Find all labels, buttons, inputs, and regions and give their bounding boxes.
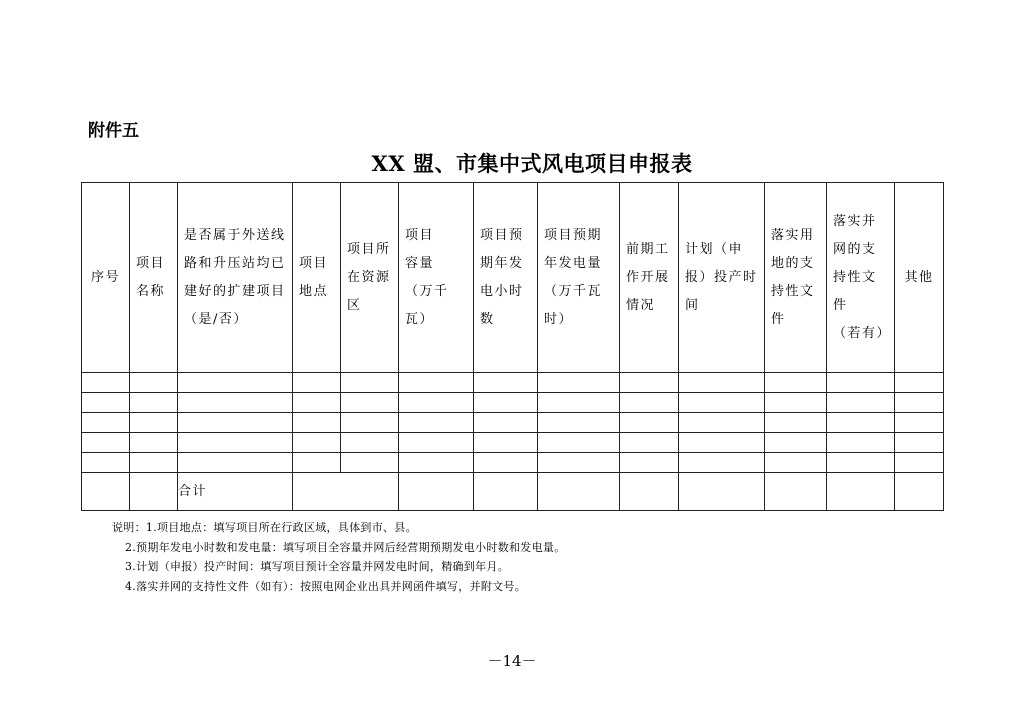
table-cell	[130, 373, 178, 393]
table-cell	[293, 473, 341, 511]
table-cell	[399, 413, 474, 433]
header-cell-text	[827, 212, 894, 343]
table-cell	[765, 433, 827, 453]
attachment-label: 附件五	[88, 121, 139, 141]
header-line: 数	[480, 312, 495, 327]
header-line: 前期工	[626, 242, 670, 257]
header-cell-text	[178, 226, 292, 329]
table-cell	[679, 373, 765, 393]
header-line: （若有）	[833, 326, 892, 341]
table-cell	[827, 393, 895, 413]
note-line: 2.预期年发电小时数和发电量：填写项目全容量并网后经营期预期发电小时数和发电量。	[125, 540, 566, 554]
table-cell	[293, 373, 341, 393]
header-cell-text	[620, 240, 678, 315]
table-cell	[538, 373, 620, 393]
header-cell-text	[474, 226, 537, 329]
document-title-container	[0, 148, 1024, 178]
header-line: 项目所	[347, 242, 391, 257]
table-row	[82, 393, 944, 413]
table-cell	[399, 433, 474, 453]
table-header-cell	[399, 183, 474, 373]
table-cell	[474, 373, 538, 393]
table-row	[82, 373, 944, 393]
table-row	[82, 433, 944, 453]
table-cell	[679, 473, 765, 511]
document-title: XX 盟、市集中式风电项目申报表	[371, 151, 693, 176]
table-total-row	[82, 473, 944, 511]
table-cell	[620, 453, 679, 473]
table-cell	[827, 373, 895, 393]
table-cell	[538, 473, 620, 511]
header-line: 瓦）	[405, 312, 435, 327]
table-header-cell	[82, 183, 130, 373]
header-line: 年发电量	[544, 256, 603, 271]
header-line: 间	[685, 298, 700, 313]
table-cell	[895, 453, 944, 473]
table-cell	[827, 473, 895, 511]
table-cell	[293, 413, 341, 433]
header-line: 项目	[299, 256, 329, 271]
header-line: 情况	[626, 298, 656, 313]
table-header-cell	[130, 183, 178, 373]
table-cell	[341, 433, 399, 453]
notes-section	[112, 518, 566, 596]
table-cell	[341, 373, 399, 393]
table-cell	[399, 393, 474, 413]
header-line: 容量	[405, 256, 435, 271]
table-cell	[178, 433, 293, 453]
note-line: 说明：1.项目地点：填写项目所在行政区域，具体到市、县。	[112, 521, 417, 534]
table-cell	[765, 373, 827, 393]
table-cell	[620, 373, 679, 393]
table-cell	[474, 473, 538, 511]
header-line: 件	[771, 312, 786, 327]
header-line: 落实用	[771, 228, 815, 243]
table-cell	[827, 413, 895, 433]
table-cell	[82, 473, 130, 511]
table-cell	[538, 413, 620, 433]
header-line: 项目	[136, 256, 166, 271]
header-line: 项目预	[480, 228, 524, 243]
table-cell	[827, 453, 895, 473]
table-cell	[679, 413, 765, 433]
header-line: 区	[347, 298, 362, 313]
header-line: 时）	[544, 312, 574, 327]
page-number: －14－	[487, 652, 537, 670]
table-cell	[178, 413, 293, 433]
table-cell	[620, 473, 679, 511]
header-line: 计划（申	[685, 242, 744, 257]
table-cell	[130, 393, 178, 413]
table-cell	[620, 433, 679, 453]
header-line: 落实并	[833, 214, 877, 229]
table-cell	[341, 473, 399, 511]
header-line: 路和升压站均已	[184, 256, 286, 271]
table-cell	[538, 453, 620, 473]
table-cell	[679, 393, 765, 413]
table-header-cell	[679, 183, 765, 373]
table-header-cell	[895, 183, 944, 373]
table-cell	[82, 393, 130, 413]
table-cell	[895, 413, 944, 433]
header-line: 持性文	[833, 270, 877, 285]
table-header-cell	[341, 183, 399, 373]
table-cell	[679, 433, 765, 453]
table-cell	[895, 433, 944, 453]
header-line: 地点	[299, 284, 329, 299]
header-line: 件	[833, 298, 848, 313]
report-table	[81, 182, 944, 511]
header-line: 地的支	[771, 256, 815, 271]
table-cell	[895, 373, 944, 393]
header-line: 序号	[90, 270, 120, 285]
header-line: 名称	[136, 284, 166, 299]
header-line: （万千	[405, 284, 449, 299]
table-row	[82, 453, 944, 473]
table-cell	[293, 453, 341, 473]
table-cell	[341, 413, 399, 433]
table-header-cell	[620, 183, 679, 373]
header-cell-text	[765, 226, 826, 329]
header-line: （是/否）	[184, 312, 248, 327]
table-cell	[765, 393, 827, 413]
table-cell	[620, 413, 679, 433]
table-cell	[765, 473, 827, 511]
table-cell	[620, 393, 679, 413]
table-cell	[399, 473, 474, 511]
header-line: 电小时	[480, 284, 524, 299]
table-header-cell	[538, 183, 620, 373]
header-line: （万千瓦	[544, 284, 603, 299]
header-cell-text	[895, 268, 943, 287]
table-cell	[130, 433, 178, 453]
table-cell	[679, 453, 765, 473]
table-cell	[82, 413, 130, 433]
header-cell-text	[679, 240, 764, 315]
table-cell	[178, 373, 293, 393]
note-line: 3.计划（申报）投产时间：填写项目预计全容量并网发电时间，精确到年月。	[125, 560, 509, 573]
table-header-cell	[827, 183, 895, 373]
table-cell	[474, 453, 538, 473]
table-cell	[82, 433, 130, 453]
header-cell-text	[341, 240, 398, 315]
table-cell	[538, 433, 620, 453]
header-cell-text	[293, 254, 340, 301]
table-header-cell	[765, 183, 827, 373]
header-cell-text	[399, 226, 473, 329]
table-header-row	[82, 183, 944, 373]
table-header-cell	[178, 183, 293, 373]
header-cell-text	[538, 226, 619, 329]
header-line: 持性文	[771, 284, 815, 299]
header-cell-text	[130, 254, 177, 301]
table-cell	[82, 453, 130, 473]
table-cell	[130, 453, 178, 473]
table-cell	[293, 393, 341, 413]
table-body	[82, 373, 944, 473]
total-label: 合计	[178, 473, 293, 511]
header-cell-text	[82, 268, 129, 287]
table-cell	[341, 453, 399, 473]
header-line: 报）投产时	[685, 270, 758, 285]
header-line: 网的支	[833, 242, 877, 257]
header-line: 建好的扩建项目	[184, 284, 286, 299]
table-cell	[130, 473, 178, 511]
header-line: 其他	[904, 270, 934, 285]
table-cell	[538, 393, 620, 413]
table-cell	[82, 373, 130, 393]
note-line: 4.落实并网的支持性文件（如有）：按照电网企业出具并网函件填写，并附文号。	[125, 579, 527, 593]
header-line: 作开展	[626, 270, 670, 285]
table-cell	[765, 453, 827, 473]
table-cell	[765, 413, 827, 433]
table-cell	[474, 433, 538, 453]
table-cell	[130, 413, 178, 433]
table-cell	[474, 393, 538, 413]
table-cell	[827, 433, 895, 453]
header-line: 项目预期	[544, 228, 603, 243]
header-line: 在资源	[347, 270, 391, 285]
table-header-cell	[293, 183, 341, 373]
table-cell	[399, 453, 474, 473]
table-header-cell	[474, 183, 538, 373]
table-cell	[178, 393, 293, 413]
table-cell	[178, 453, 293, 473]
table-cell	[895, 393, 944, 413]
header-line: 是否属于外送线	[184, 228, 286, 243]
table-cell	[474, 413, 538, 433]
table-cell	[293, 433, 341, 453]
header-line: 期年发	[480, 256, 524, 271]
table-cell	[895, 473, 944, 511]
table-row	[82, 413, 944, 433]
header-line: 项目	[405, 228, 435, 243]
table-cell	[399, 373, 474, 393]
table-cell	[341, 393, 399, 413]
